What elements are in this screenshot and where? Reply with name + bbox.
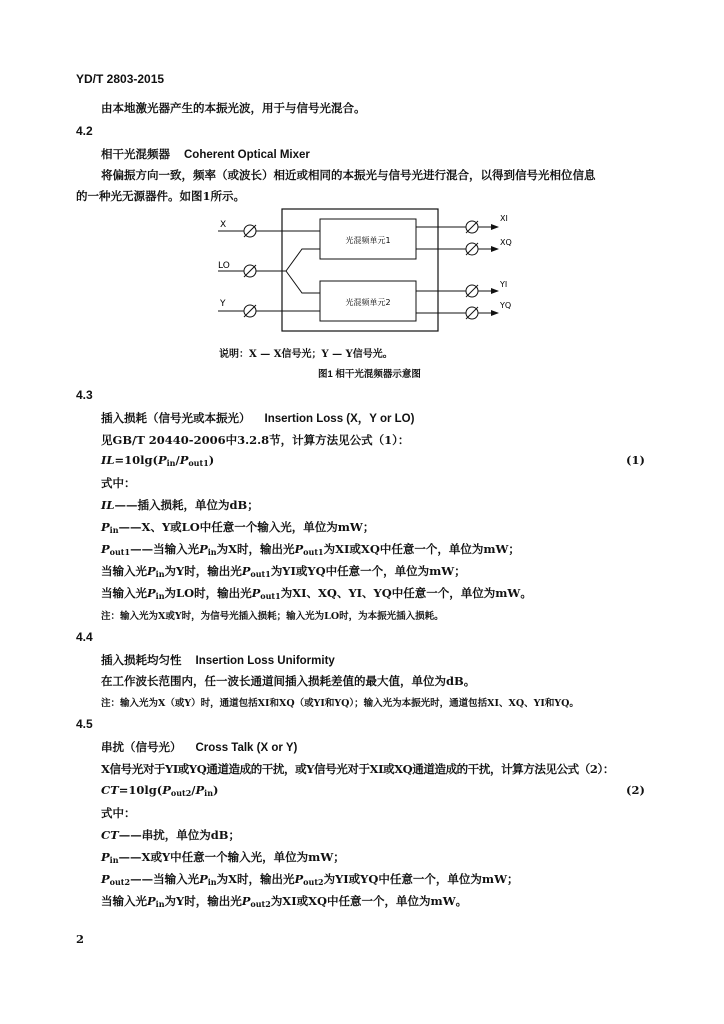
section-4-3-title xyxy=(101,410,414,426)
input-y-label: Y xyxy=(220,299,226,309)
section-4-2-number: 4.2 xyxy=(76,124,93,138)
output-xi-label: XI xyxy=(500,214,508,223)
section-4-3-reference: 见GB/T 20440-2006中3.2.8节，计算方法见公式（1）： xyxy=(101,433,410,447)
section-4-5-line: X信号光对于YI或YQ通道造成的干扰，或Y信号光对于XI或XQ通道造成的干扰，计算方法见公式（2）： xyxy=(101,762,614,776)
section-4-3-where: 式中： xyxy=(101,476,136,490)
output-yi-label: YI xyxy=(500,280,508,289)
document-id: YD/T 2803-2015 xyxy=(76,72,165,86)
section-4-5-number: 4.5 xyxy=(76,717,93,731)
section-4-2-title-en: Coherent Optical Mixer xyxy=(184,149,310,161)
section-4-5-title-en: Cross Talk (X or Y) xyxy=(195,742,298,754)
section-4-3-title-cn: 插入损耗（信号光或本振光） xyxy=(101,411,251,425)
output-yq-label: YQ xyxy=(500,301,512,310)
formula-1: $IL=10\lg(P_{in}/P_{out1})$ xyxy=(101,453,215,468)
formula-2: $CT=10\lg(P_{out2}/P_{in})$ xyxy=(101,783,219,798)
def-pout1-x: $P_{out1}——$当输入光$P_{in}$为X时，输出光$P_{out1}$为XI或XQ中任意一个，单位为mW； xyxy=(101,542,520,557)
def-pin-2: $P_{in}——X$或Y中任意一个输入光，单位为mW； xyxy=(101,850,345,865)
section-4-4-line: 在工作波长范围内，任一波长通道间插入损耗差值的最大值，单位为dB。 xyxy=(101,674,476,688)
def-il: IL——插入损耗，单位为dB； xyxy=(101,498,259,512)
lo-split-upper xyxy=(286,249,320,271)
lo-split-lower xyxy=(286,271,320,293)
input-x-label: X xyxy=(220,220,227,230)
figure-legend: 说明：X — X信号光；Y — Y信号光。 xyxy=(219,349,393,360)
section-4-4-number: 4.4 xyxy=(76,630,93,644)
section-4-3-note: 注：输入光为X或Y时，为信号光插入损耗；输入光为LO时，为本振光插入损耗。 xyxy=(101,611,444,622)
mixer-unit-1-label: 光混频单元1 xyxy=(345,236,391,245)
def-pout1-y: 当输入光$P_{in}$为Y时，输出光$P_{out1}$为YI或YQ中任意一个，单位为mW； xyxy=(101,564,466,579)
def-pout2-y: 当输入光$P_{in}$为Y时，输出光$P_{out2}$为XI或XQ中任意一个，单位为mW。 xyxy=(101,894,468,909)
intro-line: 由本地激光器产生的本振光波，用于与信号光混合。 xyxy=(101,101,366,115)
section-4-3-title-en: Insertion Loss (X，Y or LO) xyxy=(264,413,415,425)
output-xq-label: XQ xyxy=(500,238,512,247)
section-4-2-line1: 将偏振方向一致，频率（或波长）相近或相同的本振光与信号光进行混合，以得到信号光相位信息 xyxy=(101,168,596,182)
section-4-3-number: 4.3 xyxy=(76,388,93,402)
section-4-2-line2: 的一种光无源器件。如图1所示。 xyxy=(76,189,245,203)
section-4-5-title-cn: 串扰（信号光） xyxy=(101,740,182,754)
page-number: 2 xyxy=(76,932,85,946)
input-lo-label: LO xyxy=(218,261,230,271)
mixer-unit-2-label: 光混频单元2 xyxy=(345,298,391,307)
section-4-2-title xyxy=(101,146,310,162)
coherent-mixer-diagram xyxy=(210,205,530,335)
def-ct: CT——串扰，单位为dB； xyxy=(101,828,240,842)
formula-1-number: (1) xyxy=(626,453,645,467)
figure-caption: 图1 相干光混频器示意图 xyxy=(318,369,421,380)
formula-2-number: (2) xyxy=(626,783,645,797)
section-4-5-where: 式中： xyxy=(101,806,136,820)
def-pout1-lo: 当输入光$P_{in}$为LO时，输出光$P_{out1}$为XI、XQ、YI、YQ中任意一个，单位为mW。 xyxy=(101,586,532,601)
section-4-4-title xyxy=(101,652,335,668)
section-4-4-title-en: Insertion Loss Uniformity xyxy=(195,655,335,667)
def-pin: $P_{in}——X$、Y或LO中任意一个输入光，单位为mW； xyxy=(101,520,375,535)
section-4-5-title xyxy=(101,739,297,755)
section-4-4-note: 注：输入光为X（或Y）时，通道包括XI和XQ（或YI和YQ）；输入光为本振光时，通道包括XI、XQ、YI和YQ。 xyxy=(101,698,579,709)
section-4-2-title-cn: 相干光混频器 xyxy=(101,147,170,161)
def-pout2-x: $P_{out2}——$当输入光$P_{in}$为X时，输出光$P_{out2}$为YI或YQ中任意一个，单位为mW； xyxy=(101,872,519,887)
section-4-4-title-cn: 插入损耗均匀性 xyxy=(101,653,182,667)
